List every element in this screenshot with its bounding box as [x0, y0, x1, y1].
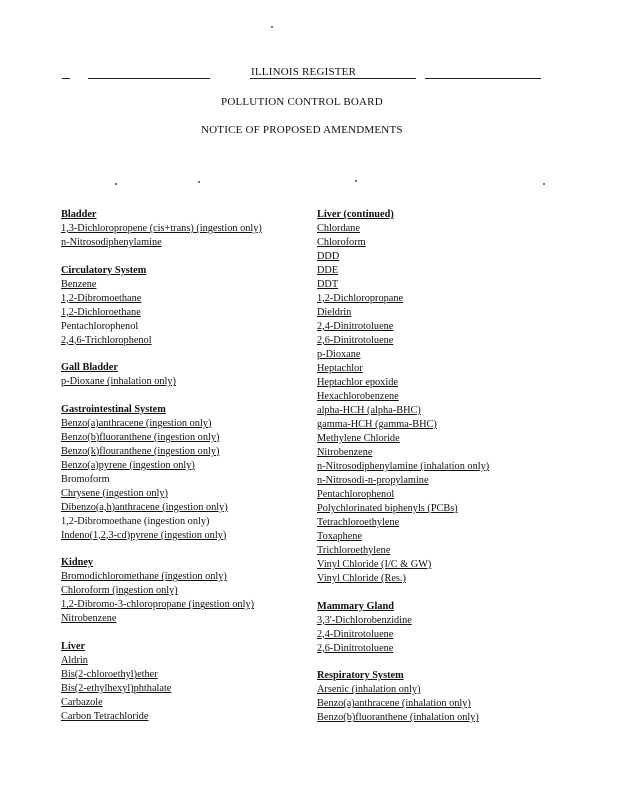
scan-speck [115, 183, 117, 185]
chemical-item: Heptachlor epoxide [317, 377, 398, 388]
section-respiratory-system [317, 669, 597, 725]
chemical-item: Carbon Tetrachloride [61, 710, 149, 722]
chemical-item: Benzo(a)anthracene (inhalation only) [317, 698, 471, 710]
chemical-item: 2,6-Dinitrotoluene [317, 335, 394, 346]
header-rule-center [250, 78, 416, 79]
chemical-item: Benzo(a)anthracene (ingestion only) [61, 417, 212, 429]
chemical-item: Toxaphene [317, 531, 363, 542]
chemical-item: Nitrobenzene [317, 447, 373, 458]
section-heading: Circulatory System [61, 264, 147, 276]
section-bladder [61, 208, 341, 250]
chemical-item: Chrysene (ingestion only) [61, 487, 168, 499]
scan-speck [198, 181, 200, 183]
chemical-item: Benzo(k)flouranthene (ingestion only) [61, 445, 220, 457]
chemical-item: Aldrin [61, 654, 88, 666]
chemical-item: 2,6-Dinitrotoluene [317, 642, 394, 654]
chemical-item: 1,2-Dichloroethane [61, 306, 141, 318]
chemical-item: Pentachlorophenol [317, 489, 395, 500]
chemical-item: Nitrobenzene [61, 613, 117, 625]
register-title: ILLINOIS REGISTER [251, 66, 357, 78]
chemical-item: alpha-HCH (alpha-BHC) [317, 405, 421, 416]
section-heading: Gall Bladder [61, 362, 118, 374]
chemical-item: 1,2-Dichloropropane [317, 293, 404, 304]
chemical-item: Methylene Chloride [317, 433, 400, 444]
chemical-item: Hexachlorobenzene [317, 391, 399, 402]
chemical-item: gamma-HCH (gamma-BHC) [317, 419, 437, 430]
chemical-item: 2,4-Dinitrotoluene [317, 628, 394, 640]
chemical-item: Heptachlor [317, 363, 363, 374]
chemical-item: 1,2-Dibromo-3-chloropropane (ingestion only) [61, 599, 255, 611]
scan-speck [543, 183, 545, 185]
section-circulatory-system [61, 264, 341, 348]
section-mammary-gland [317, 600, 597, 656]
chemical-item: n-Nitrosodiphenylamine [61, 237, 162, 248]
chemical-item: Chloroform [317, 237, 366, 248]
chemical-item: Bromodichloromethane (ingestion only) [61, 571, 227, 583]
chemical-item: Indeno(1,2,3-cd)pyrene (ingestion only) [61, 529, 227, 541]
header-rule-left [88, 78, 210, 79]
chemical-item: n-Nitrosodi-n-propylamine [317, 475, 429, 486]
section-liver [61, 640, 341, 724]
header-dash-left [62, 78, 70, 79]
section-heading: Gastrointestinal System [61, 403, 166, 415]
chemical-item: 1,3-Dichloropropene (cis+trans) (ingestion only) [61, 223, 262, 234]
chemical-item: Chloroform (ingestion only) [61, 585, 178, 597]
header-rule-right [425, 78, 541, 79]
chemical-item: Bromoform [61, 473, 110, 485]
chemical-item: Dieldrin [317, 307, 352, 318]
section-heading: Liver (continued) [317, 209, 394, 220]
chemical-item: Pentachlorophenol [61, 320, 139, 332]
section-gall-bladder [61, 361, 341, 389]
chemical-item: n-Nitrosodiphenylamine (inhalation only) [317, 461, 490, 472]
section-heading: Bladder [61, 209, 97, 220]
chemical-item: Tetrachloroethylene [317, 517, 400, 528]
right-column [317, 208, 597, 739]
chemical-item: DDE [317, 265, 339, 276]
section-heading: Mammary Gland [317, 600, 394, 612]
chemical-item: p-Dioxane (inhalation only) [61, 376, 176, 388]
section-gastrointestinal-system [61, 403, 341, 543]
chemical-item: p-Dioxane [317, 349, 361, 360]
scan-speck [355, 180, 357, 182]
chemical-item: Benzo(a)pyrene (ingestion only) [61, 459, 195, 471]
section-heading: Respiratory System [317, 670, 404, 682]
section-heading: Kidney [61, 557, 94, 569]
chemical-item: Vinyl Chloride (Res.) [317, 573, 406, 584]
chemical-item: Polychlorinated biphenyls (PCBs) [317, 503, 458, 514]
scan-speck [271, 26, 273, 28]
chemical-item: Benzo(b)fluoranthene (ingestion only) [61, 431, 220, 443]
section-kidney [61, 556, 341, 626]
chemical-item: Carbazole [61, 696, 103, 708]
chemical-item: Benzo(b)fluoranthene (inhalation only) [317, 712, 479, 724]
chemical-item: Benzene [61, 278, 97, 290]
chemical-item: Bis(2-ethylhexyl)phthalate [61, 682, 172, 694]
chemical-item: DDD [317, 251, 340, 262]
section-liver-continued [317, 208, 597, 586]
chemical-item: DDT [317, 279, 339, 290]
chemical-item: Dibenzo(a,h)anthracene (ingestion only) [61, 501, 228, 513]
chemical-item: Chlordane [317, 223, 360, 234]
chemical-item: Arsenic (inhalation only) [317, 684, 421, 696]
chemical-item: Trichloroethylene [317, 545, 391, 556]
chemical-item: Vinyl Chloride (I/C & GW) [317, 559, 432, 570]
chemical-item: 1,2-Dibromoethane [61, 292, 142, 304]
board-title: POLLUTION CONTROL BOARD [221, 96, 383, 108]
section-heading: Liver [61, 640, 86, 652]
notice-title: NOTICE OF PROPOSED AMENDMENTS [201, 124, 403, 136]
chemical-item: Bis(2-chloroethyl)ether [61, 668, 158, 680]
chemical-item: 2,4-Dinitrotoluene [317, 321, 394, 332]
chemical-item: 3,3'-Dichlorobenzidine [317, 614, 412, 626]
chemical-item: 2,4,6-Trichlorophenol [61, 334, 152, 346]
chemical-item: 1,2-Dibromoethane (ingestion only) [61, 515, 210, 527]
left-column [61, 208, 341, 738]
